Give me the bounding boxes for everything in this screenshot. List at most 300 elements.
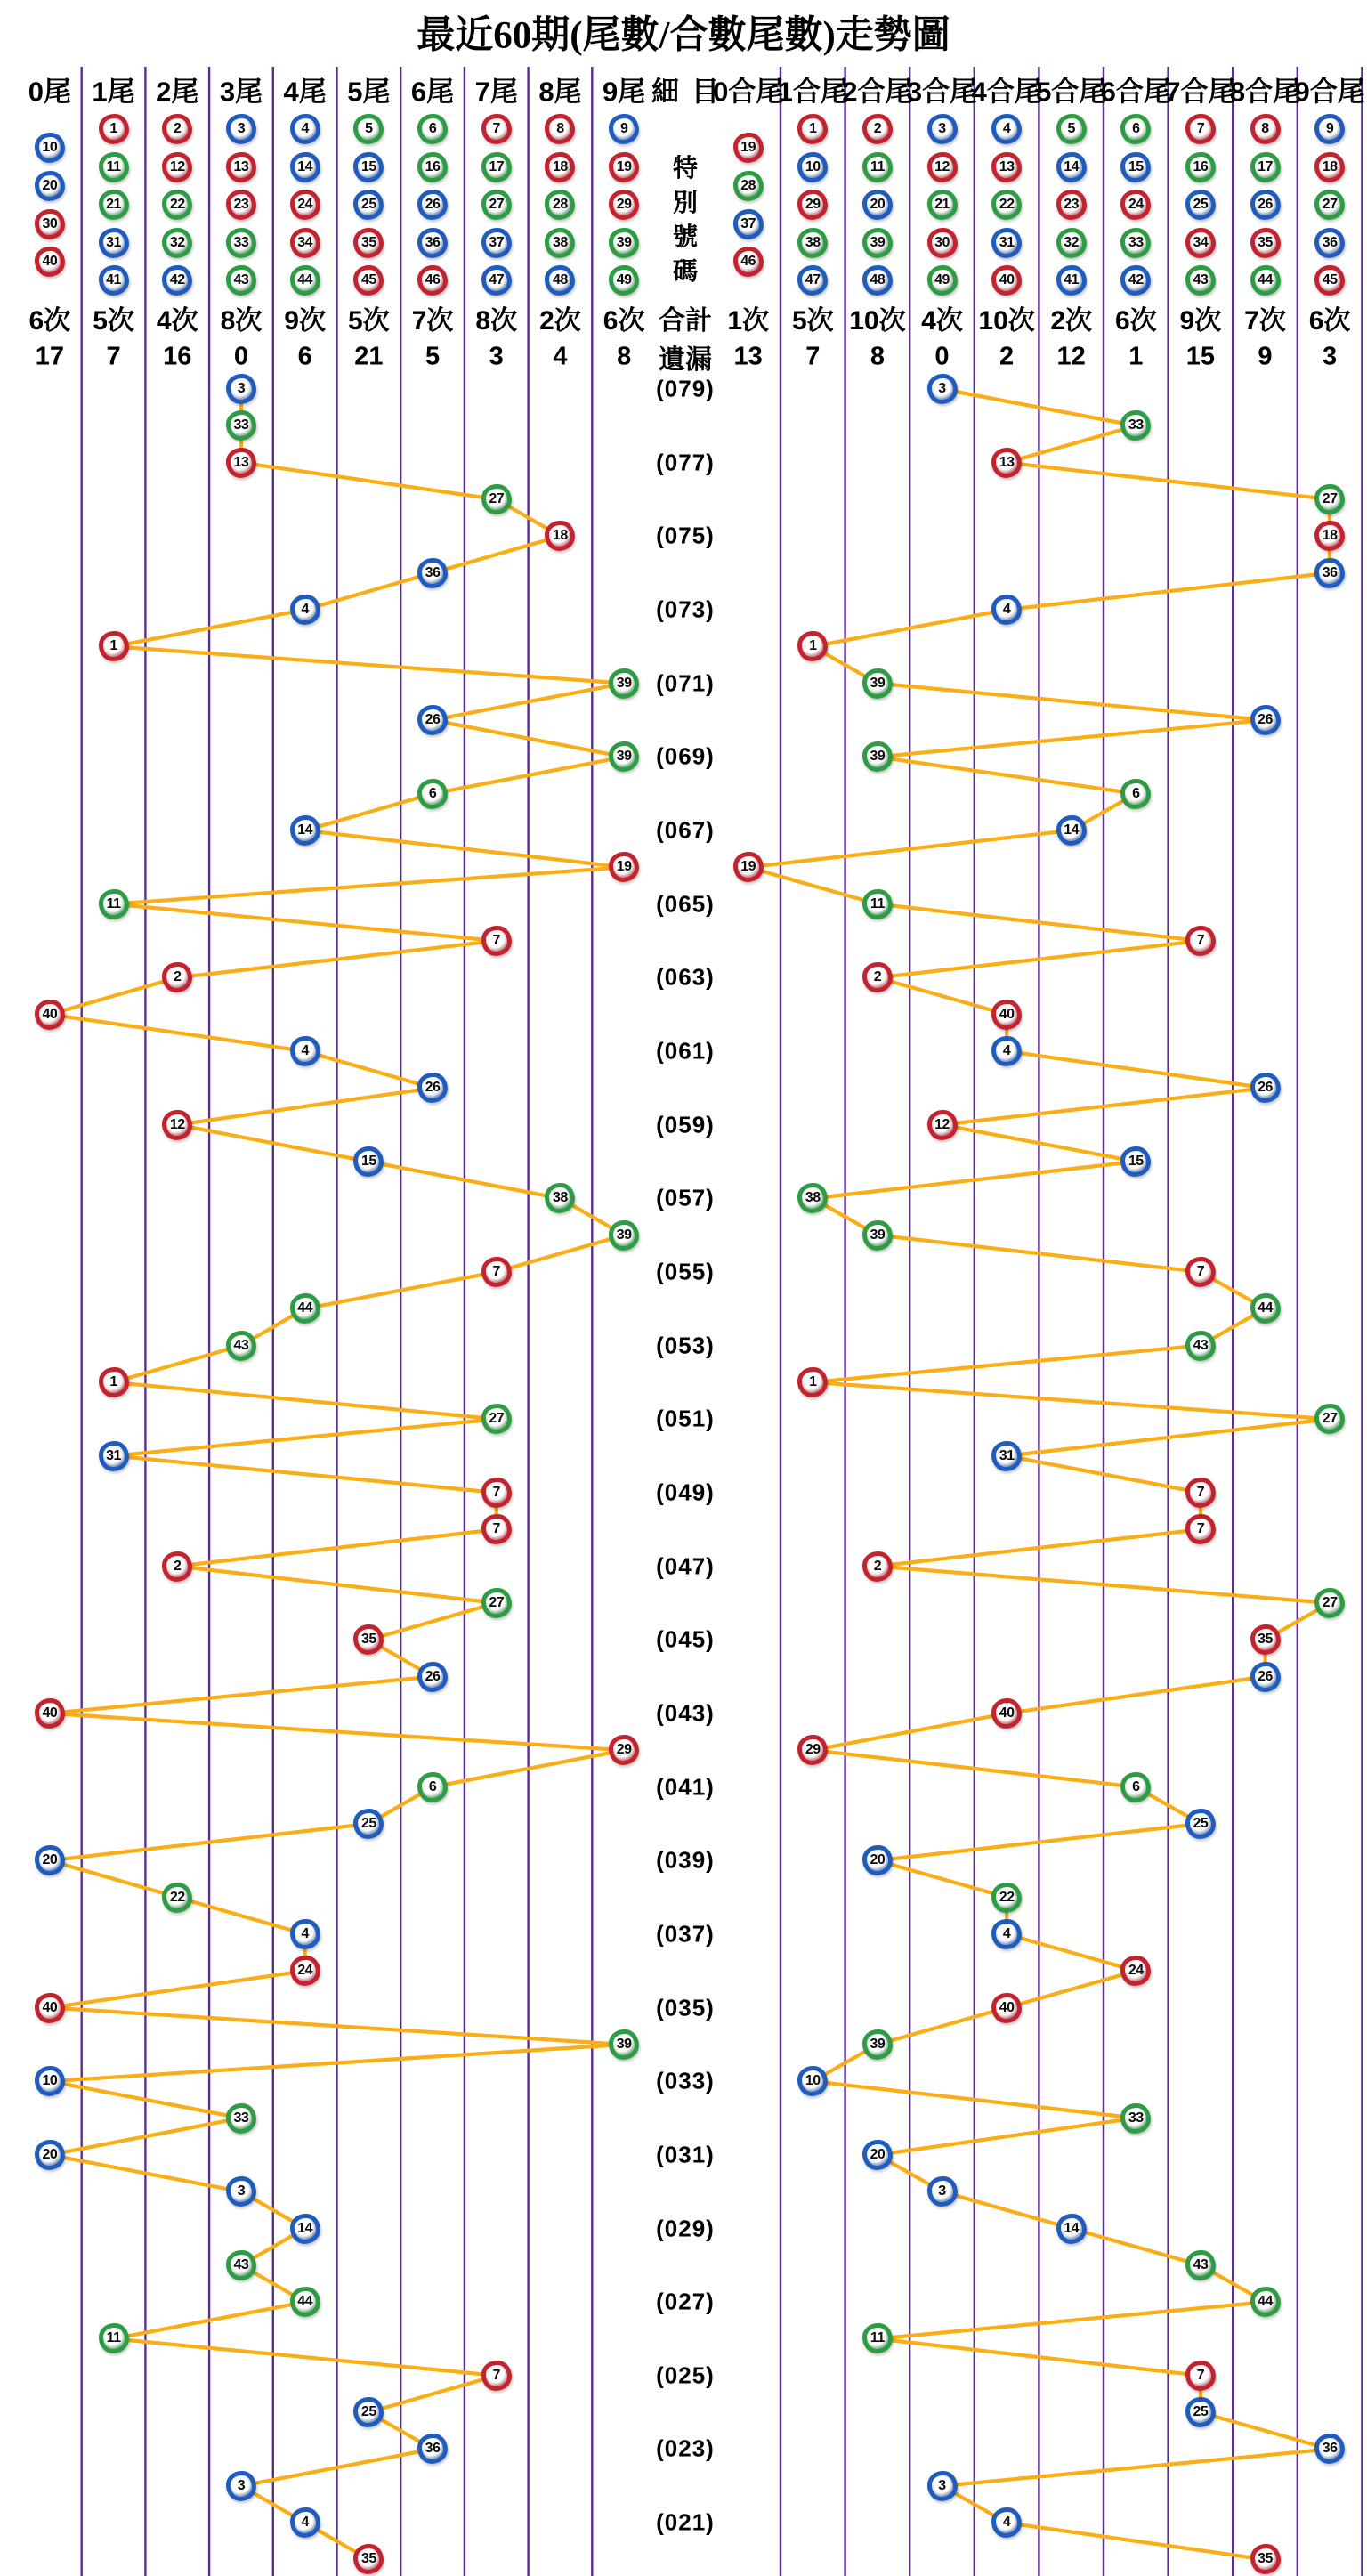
chart-ball: 38 bbox=[545, 1183, 575, 1213]
column-header: 6尾 bbox=[410, 76, 455, 108]
chart-ball: 3 bbox=[927, 2471, 958, 2501]
column-header: 2尾 bbox=[156, 76, 199, 108]
header-ball: 35 bbox=[1250, 228, 1281, 258]
header-ball: 31 bbox=[991, 228, 1022, 258]
chart-ball: 3 bbox=[226, 374, 256, 404]
chart-ball: 2 bbox=[162, 1551, 192, 1582]
frequency-count: 8次 bbox=[220, 306, 263, 336]
header-ball: 15 bbox=[353, 152, 384, 182]
missing-count: 9 bbox=[1258, 342, 1273, 371]
header-ball: 5 bbox=[353, 114, 384, 144]
header-ball: 1 bbox=[797, 114, 828, 144]
header-ball: 47 bbox=[797, 265, 828, 296]
column-header: 6合尾 bbox=[1100, 76, 1171, 108]
chart-ball: 7 bbox=[1185, 1514, 1216, 1544]
chart-ball: 14 bbox=[290, 815, 320, 846]
chart-ball: 11 bbox=[99, 889, 129, 919]
period-label: (055) bbox=[656, 1258, 715, 1285]
header-ball: 9 bbox=[1314, 114, 1345, 144]
chart-ball: 26 bbox=[1250, 1073, 1281, 1103]
chart-ball: 2 bbox=[862, 1551, 893, 1582]
header-ball: 48 bbox=[862, 265, 893, 296]
chart-ball: 26 bbox=[1250, 705, 1281, 735]
header-ball: 9 bbox=[609, 114, 639, 144]
period-label: (051) bbox=[656, 1405, 715, 1432]
header-ball: 18 bbox=[1314, 152, 1345, 182]
header-ball: 12 bbox=[927, 152, 958, 182]
column-header: 0尾 bbox=[28, 76, 71, 108]
chart-ball: 33 bbox=[226, 2103, 256, 2134]
header-ball: 5 bbox=[1056, 114, 1087, 144]
chart-ball: 15 bbox=[353, 1146, 384, 1177]
header-ball: 4 bbox=[290, 114, 320, 144]
frequency-count: 7次 bbox=[411, 306, 454, 336]
missing-count: 16 bbox=[163, 342, 192, 371]
chart-ball: 44 bbox=[290, 2287, 320, 2317]
column-header: 8合尾 bbox=[1229, 76, 1301, 108]
missing-row-label: 遺漏 bbox=[659, 345, 712, 375]
chart-ball: 7 bbox=[481, 1514, 512, 1544]
chart-ball: 1 bbox=[99, 1367, 129, 1397]
chart-ball: 39 bbox=[609, 2029, 639, 2060]
period-label: (057) bbox=[656, 1184, 715, 1211]
header-ball: 37 bbox=[733, 209, 764, 239]
frequency-count: 5次 bbox=[348, 306, 390, 336]
chart-ball: 36 bbox=[417, 2434, 448, 2464]
frequency-count: 6次 bbox=[1308, 306, 1351, 336]
header-ball: 22 bbox=[162, 190, 192, 220]
header-ball: 44 bbox=[1250, 265, 1281, 296]
period-label: (053) bbox=[656, 1332, 715, 1359]
header-ball: 22 bbox=[991, 190, 1022, 220]
period-label: (049) bbox=[656, 1478, 715, 1506]
chart-ball: 36 bbox=[1314, 2434, 1345, 2464]
header-ball: 17 bbox=[1250, 152, 1281, 182]
chart-ball: 39 bbox=[609, 1220, 639, 1251]
column-header: 9尾 bbox=[603, 76, 646, 108]
header-ball: 45 bbox=[1314, 265, 1345, 296]
missing-count: 7 bbox=[106, 342, 121, 371]
chart-ball: 20 bbox=[35, 2140, 65, 2170]
period-label: (063) bbox=[656, 963, 715, 991]
header-ball: 26 bbox=[417, 190, 448, 220]
header-ball: 21 bbox=[99, 190, 129, 220]
header-ball: 38 bbox=[545, 228, 575, 258]
chart-ball: 26 bbox=[417, 705, 448, 735]
period-label: (039) bbox=[656, 1846, 715, 1874]
header-ball: 7 bbox=[481, 114, 512, 144]
header-ball: 34 bbox=[1185, 228, 1216, 258]
chart-ball: 40 bbox=[35, 1000, 65, 1030]
chart-ball: 40 bbox=[991, 1993, 1022, 2023]
header-ball: 24 bbox=[1120, 190, 1151, 220]
chart-ball: 40 bbox=[991, 1698, 1022, 1729]
header-ball: 16 bbox=[417, 152, 448, 182]
column-header: 3尾 bbox=[219, 76, 263, 108]
header-ball: 45 bbox=[353, 265, 384, 296]
frequency-count: 6次 bbox=[1114, 306, 1157, 336]
header-ball: 33 bbox=[1120, 228, 1151, 258]
frequency-count: 4次 bbox=[921, 306, 963, 336]
period-label: (059) bbox=[656, 1111, 715, 1138]
chart-ball: 38 bbox=[797, 1183, 828, 1213]
header-ball: 19 bbox=[733, 133, 764, 163]
column-header: 7尾 bbox=[474, 76, 518, 108]
missing-count: 4 bbox=[553, 342, 568, 371]
header-ball: 44 bbox=[290, 265, 320, 296]
header-ball: 27 bbox=[1314, 190, 1345, 220]
chart-ball: 4 bbox=[290, 595, 320, 625]
period-label: (041) bbox=[656, 1773, 715, 1801]
chart-ball: 6 bbox=[417, 779, 448, 809]
chart-ball: 35 bbox=[353, 2544, 384, 2574]
frequency-count: 5次 bbox=[791, 306, 834, 336]
chart-ball: 33 bbox=[1120, 410, 1151, 441]
header-ball: 39 bbox=[862, 228, 893, 258]
missing-count: 3 bbox=[1323, 342, 1338, 371]
chart-ball: 7 bbox=[481, 926, 512, 956]
chart-ball: 43 bbox=[1185, 2250, 1216, 2280]
header-ball: 6 bbox=[1120, 114, 1151, 144]
period-label: (029) bbox=[656, 2215, 715, 2241]
period-label: (065) bbox=[656, 890, 715, 918]
header-ball: 40 bbox=[35, 247, 65, 277]
chart-ball: 6 bbox=[1120, 779, 1151, 809]
chart-ball: 43 bbox=[226, 1331, 256, 1361]
header-ball: 36 bbox=[417, 228, 448, 258]
period-label: (021) bbox=[656, 2508, 715, 2536]
period-label: (043) bbox=[656, 1699, 715, 1727]
chart-ball: 6 bbox=[1120, 1772, 1151, 1802]
header-ball: 28 bbox=[733, 171, 764, 201]
header-ball: 43 bbox=[1185, 265, 1216, 296]
chart-ball: 27 bbox=[1314, 484, 1345, 514]
chart-ball: 43 bbox=[226, 2250, 256, 2280]
chart-ball: 4 bbox=[290, 1919, 320, 1949]
chart-ball: 12 bbox=[927, 1110, 958, 1140]
chart-ball: 25 bbox=[1185, 1809, 1216, 1839]
frequency-count: 9次 bbox=[1179, 306, 1222, 336]
header-ball: 37 bbox=[481, 228, 512, 258]
chart-ball: 19 bbox=[733, 852, 764, 882]
header-ball: 10 bbox=[797, 152, 828, 182]
header-ball: 31 bbox=[99, 228, 129, 258]
header-ball: 49 bbox=[609, 265, 639, 296]
period-label: (047) bbox=[656, 1552, 715, 1580]
period-label: (025) bbox=[656, 2361, 715, 2389]
header-ball: 3 bbox=[927, 114, 958, 144]
chart-ball: 7 bbox=[1185, 1257, 1216, 1287]
period-label: (067) bbox=[656, 816, 715, 844]
column-header: 5尾 bbox=[347, 76, 391, 108]
header-ball: 26 bbox=[1250, 190, 1281, 220]
header-ball: 34 bbox=[290, 228, 320, 258]
period-label: (061) bbox=[656, 1037, 715, 1065]
column-header: 4合尾 bbox=[971, 76, 1042, 108]
frequency-count: 9次 bbox=[284, 306, 326, 336]
chart-ball: 22 bbox=[991, 1883, 1022, 1913]
period-label: (077) bbox=[656, 449, 715, 476]
column-header: 5合尾 bbox=[1036, 76, 1107, 108]
chart-ball: 36 bbox=[417, 558, 448, 588]
frequency-count: 10次 bbox=[849, 306, 906, 336]
chart-ball: 7 bbox=[1185, 2361, 1216, 2391]
chart-ball: 39 bbox=[862, 2029, 893, 2060]
chart-ball: 13 bbox=[226, 448, 256, 478]
header-ball: 29 bbox=[609, 190, 639, 220]
chart-ball: 39 bbox=[609, 741, 639, 772]
header-ball: 14 bbox=[1056, 152, 1087, 182]
header-ball: 11 bbox=[99, 152, 129, 182]
period-label: (075) bbox=[656, 522, 715, 549]
chart-ball: 43 bbox=[1185, 1331, 1216, 1361]
chart-ball: 18 bbox=[545, 521, 575, 551]
chart-ball: 1 bbox=[797, 1367, 828, 1397]
chart-ball: 27 bbox=[481, 1588, 512, 1618]
missing-count: 15 bbox=[1185, 342, 1216, 371]
chart-ball: 35 bbox=[1250, 2544, 1281, 2574]
header-ball: 1 bbox=[99, 114, 129, 144]
frequency-count: 7次 bbox=[1244, 306, 1286, 336]
missing-count: 0 bbox=[934, 342, 950, 371]
chart-ball: 4 bbox=[991, 2507, 1022, 2538]
chart-ball: 31 bbox=[99, 1441, 129, 1471]
header-ball: 46 bbox=[733, 247, 764, 277]
chart-ball: 26 bbox=[417, 1662, 448, 1692]
column-header: 8尾 bbox=[538, 76, 582, 108]
header-ball: 39 bbox=[609, 228, 639, 258]
header-ball: 35 bbox=[353, 228, 384, 258]
chart-ball: 11 bbox=[862, 889, 893, 919]
header-ball: 47 bbox=[481, 265, 512, 296]
missing-count: 17 bbox=[35, 342, 64, 371]
header-ball: 25 bbox=[353, 190, 384, 220]
header-ball: 42 bbox=[162, 265, 192, 296]
header-ball: 13 bbox=[226, 152, 256, 182]
header-ball: 30 bbox=[35, 209, 65, 239]
period-label: (035) bbox=[656, 1994, 715, 2021]
period-label: (045) bbox=[656, 1625, 715, 1653]
header-ball: 23 bbox=[1056, 190, 1087, 220]
chart-ball: 31 bbox=[991, 1441, 1022, 1471]
header-ball: 19 bbox=[609, 152, 639, 182]
header-ball: 32 bbox=[1056, 228, 1087, 258]
chart-ball: 39 bbox=[862, 741, 893, 772]
column-header: 7合尾 bbox=[1165, 76, 1236, 108]
chart-ball: 25 bbox=[1185, 2397, 1216, 2427]
missing-count: 1 bbox=[1128, 342, 1144, 371]
header-ball: 46 bbox=[417, 265, 448, 296]
chart-ball: 24 bbox=[1120, 1956, 1151, 1986]
chart-ball: 7 bbox=[1185, 926, 1216, 956]
chart-ball: 19 bbox=[609, 852, 639, 882]
column-header: 4尾 bbox=[283, 76, 327, 108]
chart-ball: 25 bbox=[353, 2397, 384, 2427]
header-ball: 8 bbox=[1250, 114, 1281, 144]
period-label: (069) bbox=[656, 742, 715, 770]
chart-ball: 10 bbox=[797, 2066, 828, 2096]
chart-ball: 14 bbox=[1056, 815, 1087, 846]
missing-count: 2 bbox=[999, 342, 1015, 371]
chart-ball: 14 bbox=[1056, 2214, 1087, 2244]
column-header: 9合尾 bbox=[1294, 76, 1365, 108]
chart-ball: 7 bbox=[1185, 1478, 1216, 1508]
chart-ball: 44 bbox=[290, 1293, 320, 1324]
header-ball: 2 bbox=[162, 114, 192, 144]
chart-ball: 1 bbox=[797, 631, 828, 661]
header-ball: 15 bbox=[1120, 152, 1151, 182]
chart-ball: 3 bbox=[226, 2176, 256, 2207]
special-number-label: 特別號碼 bbox=[672, 154, 698, 285]
header-ball: 43 bbox=[226, 265, 256, 296]
header-ball: 20 bbox=[862, 190, 893, 220]
column-header: 0合尾 bbox=[713, 76, 784, 108]
chart-ball: 44 bbox=[1250, 2287, 1281, 2317]
period-label: (071) bbox=[656, 669, 715, 697]
chart-ball: 39 bbox=[862, 1220, 893, 1251]
chart-ball: 20 bbox=[862, 2140, 893, 2170]
chart-ball: 25 bbox=[353, 1809, 384, 1839]
chart-ball: 4 bbox=[290, 2507, 320, 2538]
chart-ball: 20 bbox=[35, 1845, 65, 1875]
chart-ball: 20 bbox=[862, 1845, 893, 1875]
chart-ball: 7 bbox=[481, 2361, 512, 2391]
chart-ball: 3 bbox=[927, 2176, 958, 2207]
missing-count: 21 bbox=[354, 342, 384, 371]
chart-ball: 35 bbox=[353, 1624, 384, 1655]
header-ball: 25 bbox=[1185, 190, 1216, 220]
period-label: (027) bbox=[656, 2288, 715, 2315]
chart-ball: 3 bbox=[927, 374, 958, 404]
chart-ball: 6 bbox=[417, 1772, 448, 1802]
chart-ball: 40 bbox=[35, 1993, 65, 2023]
chart-ball: 33 bbox=[226, 410, 256, 441]
header-ball: 30 bbox=[927, 228, 958, 258]
chart-ball: 12 bbox=[162, 1110, 192, 1140]
chart-ball: 39 bbox=[609, 668, 639, 699]
chart-ball: 27 bbox=[481, 484, 512, 514]
chart-ball: 7 bbox=[481, 1257, 512, 1287]
header-ball: 36 bbox=[1314, 228, 1345, 258]
column-header: 1合尾 bbox=[777, 76, 848, 108]
chart-ball: 4 bbox=[290, 1036, 320, 1066]
missing-count: 5 bbox=[425, 342, 441, 371]
missing-count: 8 bbox=[617, 342, 632, 371]
chart-ball: 36 bbox=[1314, 558, 1345, 588]
header-ball: 48 bbox=[545, 265, 575, 296]
frequency-count: 8次 bbox=[475, 306, 518, 336]
chart-ball: 26 bbox=[1250, 1662, 1281, 1692]
chart-ball: 11 bbox=[862, 2323, 893, 2353]
header-ball: 18 bbox=[545, 152, 575, 182]
chart-ball: 27 bbox=[1314, 1588, 1345, 1618]
chart-ball: 33 bbox=[1120, 2103, 1151, 2134]
chart-ball: 10 bbox=[35, 2066, 65, 2096]
chart-ball: 3 bbox=[226, 2471, 256, 2501]
header-ball: 38 bbox=[797, 228, 828, 258]
frequency-count: 2次 bbox=[539, 306, 581, 336]
chart-ball: 13 bbox=[991, 448, 1022, 478]
period-label: (031) bbox=[656, 2141, 715, 2168]
column-header: 3合尾 bbox=[906, 76, 978, 108]
period-label: (073) bbox=[656, 595, 715, 623]
header-ball: 4 bbox=[991, 114, 1022, 144]
header-ball: 11 bbox=[862, 152, 893, 182]
missing-count: 12 bbox=[1056, 342, 1086, 371]
header-ball: 21 bbox=[927, 190, 958, 220]
column-header: 2合尾 bbox=[842, 76, 913, 108]
detail-column-header: 細目 bbox=[651, 76, 732, 108]
header-ball: 14 bbox=[290, 152, 320, 182]
header-ball: 42 bbox=[1120, 265, 1151, 296]
header-ball: 7 bbox=[1185, 114, 1216, 144]
chart-title: 最近60期(尾數/合數尾數)走勢圖 bbox=[417, 14, 950, 57]
column-header: 1尾 bbox=[92, 76, 135, 108]
frequency-count: 5次 bbox=[93, 306, 134, 336]
chart-ball: 14 bbox=[290, 2214, 320, 2244]
chart-ball: 35 bbox=[1250, 1624, 1281, 1655]
header-ball: 23 bbox=[226, 190, 256, 220]
missing-count: 8 bbox=[870, 342, 885, 371]
chart-ball: 29 bbox=[797, 1735, 828, 1765]
header-ball: 20 bbox=[35, 171, 65, 201]
chart-ball: 27 bbox=[1314, 1404, 1345, 1434]
missing-count: 3 bbox=[489, 342, 504, 371]
chart-ball: 40 bbox=[35, 1698, 65, 1729]
chart-ball: 26 bbox=[417, 1073, 448, 1103]
frequency-count: 1次 bbox=[727, 306, 770, 336]
header-ball: 10 bbox=[35, 133, 65, 163]
header-ball: 24 bbox=[290, 190, 320, 220]
chart-ball: 39 bbox=[862, 668, 893, 699]
header-ball: 40 bbox=[991, 265, 1022, 296]
header-ball: 49 bbox=[927, 265, 958, 296]
header-ball: 32 bbox=[162, 228, 192, 258]
period-label: (079) bbox=[656, 375, 715, 402]
header-ball: 17 bbox=[481, 152, 512, 182]
frequency-count: 10次 bbox=[978, 306, 1035, 336]
header-ball: 6 bbox=[417, 114, 448, 144]
missing-count: 13 bbox=[733, 342, 763, 371]
chart-ball: 22 bbox=[162, 1883, 192, 1913]
frequency-count: 2次 bbox=[1050, 306, 1093, 336]
header-ball: 33 bbox=[226, 228, 256, 258]
chart-ball: 7 bbox=[481, 1478, 512, 1508]
missing-count: 7 bbox=[805, 342, 821, 371]
chart-ball: 24 bbox=[290, 1956, 320, 1986]
chart-ball: 15 bbox=[1120, 1146, 1151, 1177]
header-ball: 41 bbox=[1056, 265, 1087, 296]
chart-ball: 1 bbox=[99, 631, 129, 661]
header-ball: 27 bbox=[481, 190, 512, 220]
chart-ball: 29 bbox=[609, 1735, 639, 1765]
header-ball: 8 bbox=[545, 114, 575, 144]
frequency-count: 4次 bbox=[156, 306, 198, 336]
header-ball: 29 bbox=[797, 190, 828, 220]
missing-count: 0 bbox=[233, 342, 249, 371]
frequency-count: 6次 bbox=[28, 306, 71, 336]
frequency-count: 6次 bbox=[603, 306, 645, 336]
chart-ball: 2 bbox=[862, 962, 893, 992]
chart-ball: 4 bbox=[991, 1919, 1022, 1949]
header-ball: 41 bbox=[99, 265, 129, 296]
header-ball: 12 bbox=[162, 152, 192, 182]
chart-ball: 27 bbox=[481, 1404, 512, 1434]
chart-ball: 11 bbox=[99, 2323, 129, 2353]
period-label: (023) bbox=[656, 2434, 715, 2462]
chart-ball: 18 bbox=[1314, 521, 1345, 551]
chart-ball: 40 bbox=[991, 1000, 1022, 1030]
